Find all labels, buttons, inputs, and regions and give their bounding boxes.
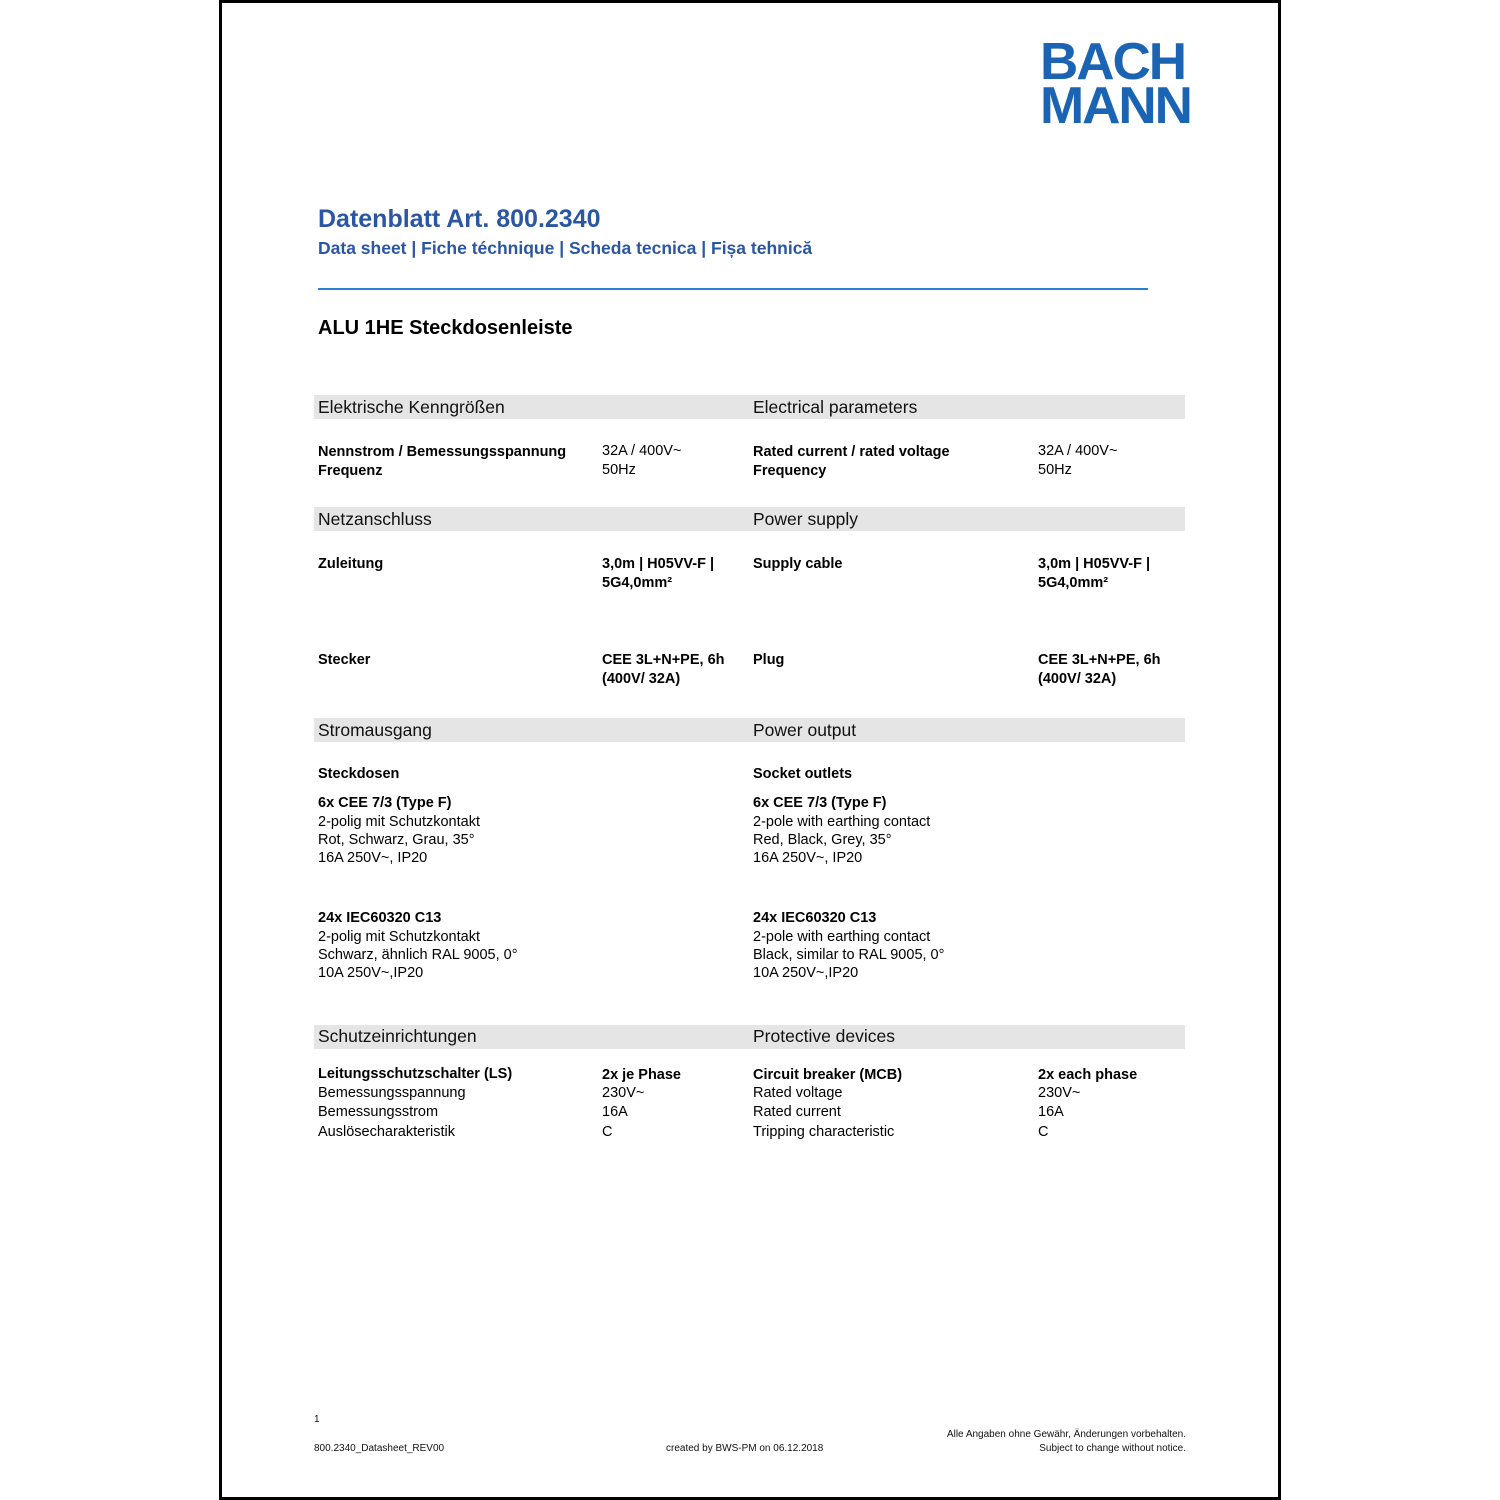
spec-value: 3,0m | H05VV-F | [1038,556,1151,572]
spec-value: 16A [602,1104,628,1120]
outlet-detail: 2-pole with earthing contact [753,814,931,830]
product-title: ALU 1HE Steckdosenleiste [318,317,573,339]
spec-label: Tripping characteristic [753,1124,895,1140]
logo-line-2: MANN [1040,77,1191,135]
bachmann-logo [1040,33,1191,135]
section-heading-de: Netzanschluss [318,509,432,529]
outlet-detail: Red, Black, Grey, 35° [753,832,892,848]
document-subtitle: Data sheet | Fiche téchnique | Scheda tecnica | Fișa tehnică [318,238,813,258]
logo-line-1: BACH [1040,33,1186,91]
spec-label: Frequenz [318,463,383,479]
outlet-group-title: 24x IEC60320 C13 [318,910,442,926]
spec-value: CEE 3L+N+PE, 6h [1038,652,1161,668]
spec-value: 5G4,0mm² [602,575,673,591]
spec-label: Bemessungsstrom [318,1104,439,1120]
outlet-detail: 2-polig mit Schutzkontakt [318,814,480,830]
spec-label: Frequency [753,463,827,479]
section-bar-power-supply [314,507,1185,531]
spec-label: Leitungsschutzschalter (LS) [318,1066,513,1082]
section-heading-en: Power output [753,720,857,740]
outlet-group-title: 6x CEE 7/3 (Type F) [753,795,887,811]
spec-label: Circuit breaker (MCB) [753,1067,903,1083]
section-heading-de: Schutzeinrichtungen [318,1026,477,1046]
outlet-detail: 10A 250V~,IP20 [753,965,859,981]
created-info: created by BWS-PM on 06.12.2018 [666,1443,824,1454]
spec-value: C [602,1124,613,1140]
outlet-detail: 2-polig mit Schutzkontakt [318,929,480,945]
outlet-detail: Rot, Schwarz, Grau, 35° [318,832,475,848]
outlet-detail: Schwarz, ähnlich RAL 9005, 0° [318,947,518,963]
spec-label: Stecker [318,652,371,668]
outlet-detail: 16A 250V~, IP20 [318,850,428,866]
disclaimer-de: Alle Angaben ohne Gewähr, Änderungen vorbehalten. [946,1429,1186,1440]
section-heading-de: Stromausgang [318,720,432,740]
spec-label: Plug [753,652,785,668]
spec-label: Zuleitung [318,556,384,572]
spec-value: 230V~ [1038,1085,1081,1101]
page-number: 1 [314,1414,320,1425]
spec-label: Auslösecharakteristik [318,1124,455,1140]
spec-value: 50Hz [1038,462,1072,478]
spec-label: Nennstrom / Bemessungsspannung [318,444,567,460]
spec-value: 32A / 400V~ [602,443,682,459]
outlet-detail: 10A 250V~,IP20 [318,965,424,981]
outlet-detail: 16A 250V~, IP20 [753,850,863,866]
spec-value: 230V~ [602,1085,645,1101]
spec-label: Rated voltage [753,1085,843,1101]
spec-value: C [1038,1124,1049,1140]
spec-label: Rated current [753,1104,841,1120]
section-heading-en: Protective devices [753,1026,896,1046]
spec-value: 3,0m | H05VV-F | [602,556,715,572]
document-title: Datenblatt Art. 800.2340 [318,205,601,233]
header-divider [318,288,1148,290]
file-name: 800.2340_Datasheet_REV00 [314,1443,445,1454]
spec-value: (400V/ 32A) [602,671,681,687]
spec-label: Supply cable [753,556,843,572]
spec-value: 32A / 400V~ [1038,443,1118,459]
disclaimer-en: Subject to change without notice. [1039,1443,1186,1454]
outlet-group-title: 6x CEE 7/3 (Type F) [318,795,452,811]
spec-value: 2x je Phase [602,1067,681,1083]
outlets-heading: Steckdosen [318,766,400,782]
outlet-detail: Black, similar to RAL 9005, 0° [753,947,945,963]
spec-value: 16A [1038,1104,1064,1120]
section-bar-power-output [314,718,1185,742]
spec-value: CEE 3L+N+PE, 6h [602,652,725,668]
outlet-detail: 2-pole with earthing contact [753,929,931,945]
spec-value: 2x each phase [1038,1067,1138,1083]
section-heading-en: Electrical parameters [753,397,918,417]
section-heading-en: Power supply [753,509,859,529]
spec-label: Rated current / rated voltage [753,444,950,460]
outlet-group-title: 24x IEC60320 C13 [753,910,877,926]
spec-value: (400V/ 32A) [1038,671,1117,687]
spec-value: 5G4,0mm² [1038,575,1109,591]
spec-label: Bemessungsspannung [318,1085,466,1101]
section-heading-de: Elektrische Kenngrößen [318,397,505,417]
outlets-heading: Socket outlets [753,766,853,782]
spec-value: 50Hz [602,462,636,478]
